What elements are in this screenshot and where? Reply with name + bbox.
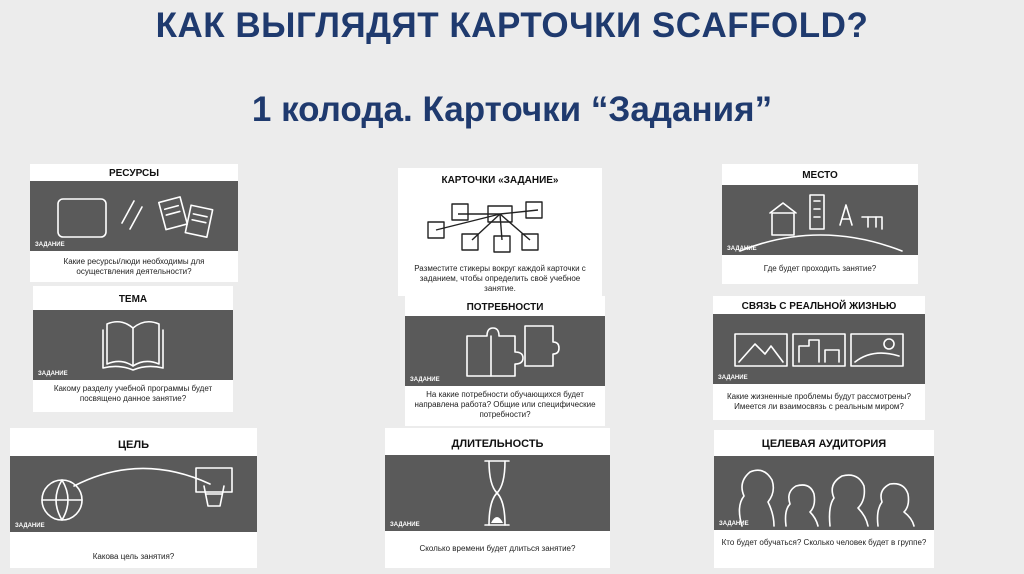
- page-title: КАК ВЫГЛЯДЯТ КАРТОЧКИ SCAFFOLD?: [155, 6, 869, 45]
- card-title: РЕСУРСЫ: [108, 168, 160, 179]
- card-question: Какова цель занятия?: [92, 552, 175, 561]
- card-real-life: [713, 296, 925, 420]
- card-question: Какие жизненные проблемы будут рассмотрены? Имеется ли взаимосвязь с реальным миром?: [727, 392, 911, 411]
- card-task: [398, 168, 602, 296]
- task-tag: ЗАДАНИЕ: [727, 246, 757, 252]
- task-tag: ЗАДАНИЕ: [35, 242, 65, 248]
- card-title: ТЕМА: [118, 294, 148, 305]
- sticky-notes-network-icon: [398, 192, 602, 258]
- card-title: СВЯЗЬ С РЕАЛЬНОЙ ЖИЗНЬЮ: [741, 301, 897, 312]
- puzzle-pieces-icon: [405, 316, 605, 386]
- task-tag: ЗАДАНИЕ: [38, 371, 68, 377]
- card-title: ЦЕЛЕВАЯ АУДИТОРИЯ: [761, 438, 887, 450]
- card-title: МЕСТО: [802, 170, 838, 181]
- people-silhouettes-icon: [714, 456, 934, 530]
- card-title: ЦЕЛЬ: [118, 439, 149, 451]
- card-title: ПОТРЕБНОСТИ: [466, 302, 544, 313]
- card-goal: [10, 428, 257, 568]
- card-question: Какому разделу учебной программы будет посвящено данное занятие?: [53, 384, 213, 403]
- page-subtitle: 1 колода. Карточки “Задания”: [251, 90, 773, 129]
- card-question: На какие потребности обучающихся будет направлена работа? Общие или специфические потребности?: [414, 390, 596, 419]
- card-question: Где будет проходить занятие?: [763, 264, 877, 273]
- tablet-pencils-notepads-icon: [30, 181, 238, 251]
- landscape-pictures-icon: [713, 314, 925, 384]
- card-question: Сколько времени будет длиться занятие?: [419, 544, 576, 553]
- card-question: Какие ресурсы/люди необходимы для осуществления деятельности?: [63, 257, 205, 276]
- basketball-hoop-icon: [10, 456, 257, 532]
- card-topic: [33, 286, 233, 412]
- card-needs: [405, 296, 605, 426]
- card-duration: [385, 428, 610, 568]
- town-buildings-icon: [722, 185, 918, 255]
- card-resources: [30, 164, 238, 282]
- card-place: [722, 164, 918, 284]
- card-question: Разместите стикеры вокруг каждой карточки с заданием, чтобы определить своё учебное занятие.: [414, 264, 586, 293]
- task-tag: ЗАДАНИЕ: [719, 521, 749, 527]
- task-tag: ЗАДАНИЕ: [15, 523, 45, 529]
- card-question: Кто будет обучаться? Сколько человек будет в группе?: [721, 538, 927, 547]
- task-tag: ЗАДАНИЕ: [390, 522, 420, 528]
- card-title: КАРТОЧКИ «ЗАДАНИЕ»: [441, 175, 559, 186]
- card-title: ДЛИТЕЛЬНОСТЬ: [451, 438, 544, 450]
- task-tag: ЗАДАНИЕ: [718, 375, 748, 381]
- task-tag: ЗАДАНИЕ: [410, 377, 440, 383]
- hourglass-icon: [385, 455, 610, 531]
- card-audience: [714, 430, 934, 568]
- open-book-icon: [33, 310, 233, 380]
